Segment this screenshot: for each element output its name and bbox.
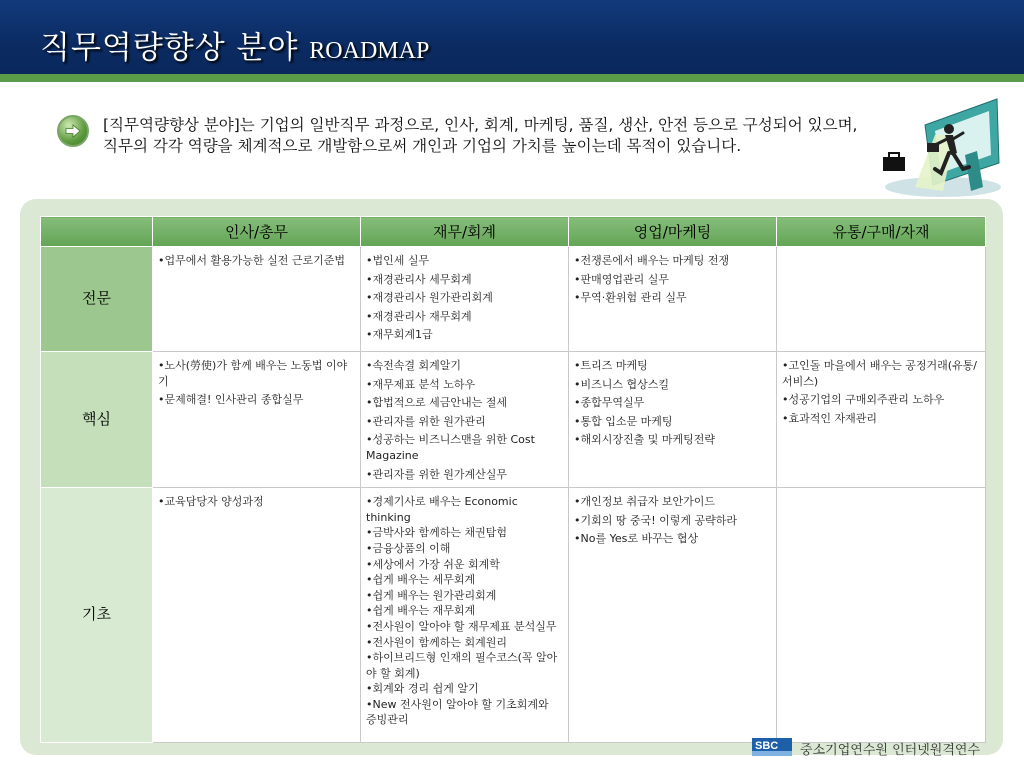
business-runner-clipart	[865, 95, 1005, 200]
table-cell	[153, 352, 361, 488]
table-cell	[569, 247, 777, 352]
list-item: • 법인세 실무	[366, 253, 562, 269]
list-item: • 성공하는 비즈니스맨을 위한 Cost Magazine	[366, 432, 562, 463]
table-row	[41, 488, 986, 743]
page-title-en: ROADMAP	[309, 38, 430, 64]
list-item: • 성공기업의 구매외주관리 노하우	[782, 392, 979, 408]
list-item: • New 전사원이 알아야 할 기초회계와 증빙관리	[366, 697, 562, 728]
sbc-logo-text: SBC	[755, 740, 779, 752]
list-item: • 전사원이 알아야 할 재무제표 분석실무	[366, 619, 562, 635]
column-header-finance: 재무/회계	[361, 217, 569, 247]
list-item: • 개인정보 취급자 보안가이드	[574, 494, 770, 510]
list-item: • 종합무역실무	[574, 395, 770, 411]
table-row	[41, 352, 986, 488]
page-title-ko: 직무역량향상 분야	[40, 30, 299, 66]
footer	[752, 738, 980, 758]
list-item: • 합법적으로 세금안내는 절세	[366, 395, 562, 411]
list-item: • 업무에서 활용가능한 실전 근로기준법	[158, 253, 354, 269]
row-category-expert: 전문	[41, 247, 153, 352]
list-item: • 무역·환위험 관리 실무	[574, 290, 770, 306]
list-item: • 재경관리사 재무회계	[366, 309, 562, 325]
list-item: • 세상에서 가장 쉬운 회계학	[366, 557, 562, 573]
list-item: • 노사(勞使)가 함께 배우는 노동법 이야기	[158, 358, 354, 389]
table-cell	[569, 352, 777, 488]
list-item: • 기회의 땅 중국! 이렇게 공략하라	[574, 513, 770, 529]
list-item: • 비즈니스 협상스킬	[574, 377, 770, 393]
table-cell	[777, 247, 986, 352]
table-cell	[361, 488, 569, 743]
list-item: • 경제기사로 배우는 Economic thinking	[366, 494, 562, 525]
header-stripe	[0, 74, 1024, 82]
list-item: • 전사원이 함께하는 회계원리	[366, 635, 562, 651]
list-item: • 효과적인 자재관리	[782, 411, 979, 427]
list-item: • 금융상품의 이해	[366, 541, 562, 557]
table-cell	[777, 352, 986, 488]
table-header-row	[41, 217, 986, 247]
list-item: • 하이브리드형 인재의 필수코스(꼭 알아야 할 회계)	[366, 650, 562, 681]
footer-org: 중소기업연수원 인터넷원격연수	[800, 742, 980, 758]
list-item: • 해외시장진출 및 마케팅전략	[574, 432, 770, 448]
arrow-circle-icon	[57, 115, 89, 147]
list-item: • 판매영업관리 실무	[574, 272, 770, 288]
list-item: • 트리즈 마케팅	[574, 358, 770, 374]
column-header-marketing: 영업/마케팅	[569, 217, 777, 247]
sbc-logo	[752, 738, 792, 758]
table-cell	[153, 488, 361, 743]
list-item: • 통합 입소문 마케팅	[574, 414, 770, 430]
list-item: • 재경관리사 세무회계	[366, 272, 562, 288]
row-category-basic: 기초	[41, 488, 153, 743]
list-item: • 금박사와 함께하는 채권탐험	[366, 525, 562, 541]
list-item: • 재무회계1급	[366, 327, 562, 343]
list-item: • 쉽게 배우는 원가관리회계	[366, 588, 562, 604]
page-title	[40, 22, 429, 67]
table-cell	[569, 488, 777, 743]
list-item: • 쉽게 배우는 세무회계	[366, 572, 562, 588]
column-header-distribution: 유통/구매/자재	[777, 217, 986, 247]
table-cell	[361, 247, 569, 352]
list-item: • 문제해결! 인사관리 종합실무	[158, 392, 354, 408]
list-item: • No를 Yes로 바꾸는 협상	[574, 531, 770, 547]
list-item: • 교육담당자 양성과정	[158, 494, 354, 510]
list-item: • 재경관리사 원가관리회계	[366, 290, 562, 306]
roadmap-table	[40, 216, 986, 743]
list-item: • 관리자를 위한 원가관리	[366, 414, 562, 430]
list-item: • 속전속결 회계알기	[366, 358, 562, 374]
list-item: • 고인돌 마을에서 배우는 공정거래(유통/서비스)	[782, 358, 979, 389]
table-cell	[153, 247, 361, 352]
column-header-hr: 인사/총무	[153, 217, 361, 247]
row-category-core: 핵심	[41, 352, 153, 488]
list-item: • 회계와 경리 쉽게 알기	[366, 681, 562, 697]
table-cell	[361, 352, 569, 488]
table-cell	[777, 488, 986, 743]
table-row	[41, 247, 986, 352]
list-item: • 재무제표 분석 노하우	[366, 377, 562, 393]
list-item: • 전쟁론에서 배우는 마케팅 전쟁	[574, 253, 770, 269]
list-item: • 관리자를 위한 원가계산실무	[366, 467, 562, 483]
intro-text: [직무역량향상 분야]는 기업의 일반직무 과정으로, 인사, 회계, 마케팅, 품질, 생산, 안전 등으로 구성되어 있으며, 직무의 각각 역량을 체계적으로 개발함으로써 개인과 기업의 가치를 높이는데 목적이 있습니다.	[103, 116, 858, 155]
column-header	[41, 217, 153, 247]
list-item: • 쉽게 배우는 재무회계	[366, 603, 562, 619]
